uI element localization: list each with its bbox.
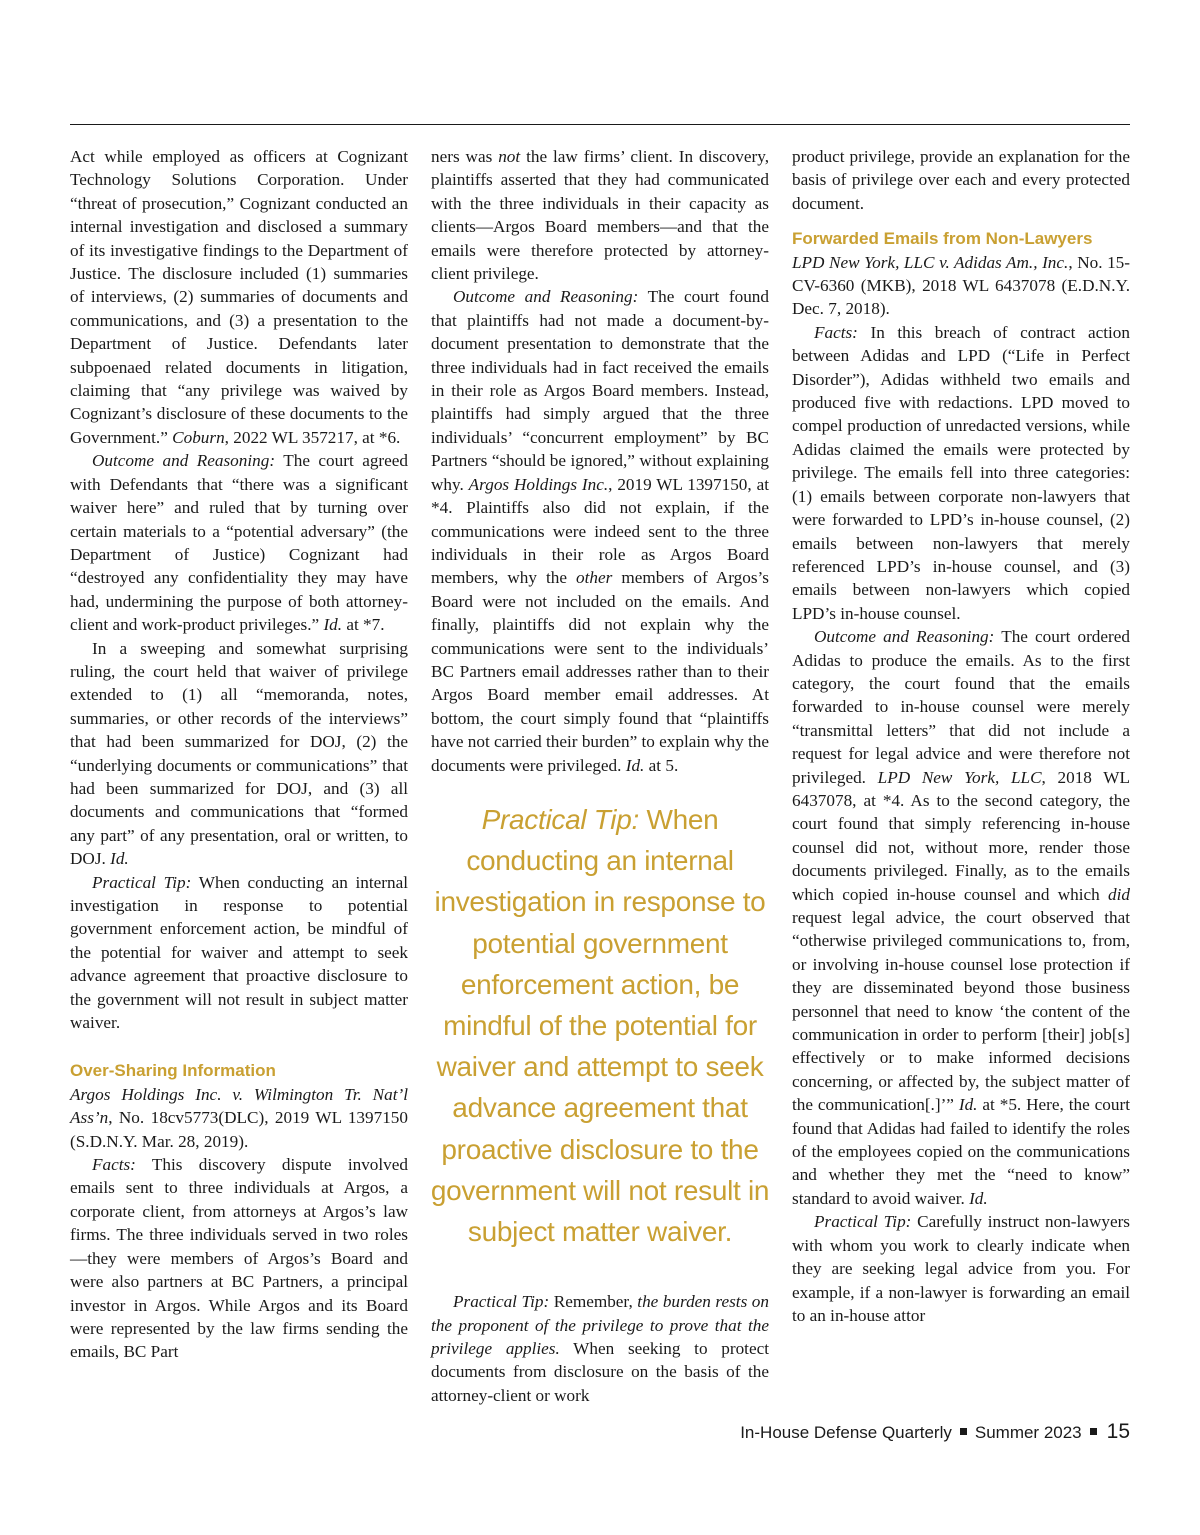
case-citation bbox=[70, 1083, 408, 1153]
paragraph bbox=[431, 285, 769, 777]
italic-text: Outcome and Reasoning: bbox=[814, 627, 995, 647]
italic-text: the burden rests on the proponent of the privilege to prove that the privilege applies. bbox=[431, 1292, 769, 1359]
text-run: Act while employed as officers at Cognizant Technology Solutions Corporation. Under “threat of prosecution,” Cognizant conducted an internal investigation and disclosed a summary of its investigative findings to the Department of Justice. The disclosure included (1) summaries of interviews, (2) summaries of documents and communications, and (3) a presentation to the Department of Justice. Defendants later subpoenaed related documents in litigation, claiming that “any privilege was waived by Cognizant’s disclosure of these documents to the Government.” bbox=[70, 147, 408, 447]
italic-text: Argos Holdings Inc. bbox=[468, 474, 609, 494]
paragraph bbox=[70, 1153, 408, 1364]
text-run: , 2019 WL 1397150, at *4. Plaintiffs also did not explain, if the communications were indeed sent to the three individuals in their role as Argos Board members, why the bbox=[431, 474, 769, 588]
italic-text: Id. bbox=[323, 615, 343, 635]
italic-text: Practical Tip: bbox=[453, 1292, 550, 1312]
column-1 bbox=[70, 145, 408, 1364]
text-run: , 2022 WL 357217, at *6. bbox=[224, 427, 401, 447]
text-run: In this breach of contract action between Adidas and LPD (“Life in Perfect Disorder”), Adidas withheld two emails and produced five with redactions. LPD moved to compel production of unredacted versions, while Adidas claimed the emails were protected by privilege. The emails fell into three categories: (1) emails between corporate non-lawyers that were forwarded to LPD’s in-house counsel, (2) emails between non-lawyers that merely referenced LPD’s in-house counsel, and (3) emails between non-lawyers which copied LPD’s in-house counsel. bbox=[792, 322, 1130, 623]
italic-text: Id. bbox=[110, 849, 129, 869]
italic-text: LPD New York, LLC bbox=[877, 767, 1042, 787]
italic-text: Argos Holdings Inc. v. Wilmington Tr. Nat’l Ass’n bbox=[70, 1084, 408, 1128]
text-run: In a sweeping and somewhat surprising ruling, the court held that waiver of privilege extended to (1) all “memoranda, notes, summaries, or other records of the interviews” that had been summarized for DOJ, (2) the “underlying documents or communications” that had been summarized for DOJ, and (3) all documents and communications that “formed any part” of any presentation, oral or written, to DOJ. bbox=[70, 638, 408, 869]
italic-text: Practical Tip: bbox=[814, 1212, 912, 1232]
text-run: product privilege, provide an explanation for the basis of privilege over each and every protected document. bbox=[792, 147, 1130, 213]
separator-square-icon bbox=[1090, 1428, 1097, 1435]
page-footer bbox=[740, 1420, 1130, 1444]
italic-text: Outcome and Reasoning: bbox=[92, 451, 276, 471]
italic-text: Coburn bbox=[172, 427, 225, 447]
text-run: request legal advice, the court observed that “otherwise privileged communications to, from, or involving in-house counsel lose protection if they are disseminated beyond those business personnel that need to know ‘the content of the communication in order to perform [their] job[s] effectively or to make informed decisions concerning, or affected by, the subject matter of the communication[.]’” bbox=[792, 908, 1130, 1115]
italic-text: did bbox=[1108, 884, 1130, 904]
text-run: the law firms’ client. In discovery, plaintiffs asserted that they had communicated with the three individuals in their capacity as clients—Argos Board members—and that the emails were therefore protected by attorney-client privilege. bbox=[431, 147, 769, 284]
issue-label: Summer 2023 bbox=[974, 1423, 1082, 1442]
italic-text: LPD New York, LLC v. Adidas Am., Inc. bbox=[792, 252, 1069, 272]
separator-square-icon bbox=[960, 1428, 967, 1435]
paragraph bbox=[792, 321, 1130, 625]
text-run: at 5. bbox=[644, 755, 679, 775]
italic-text: Facts: bbox=[92, 1155, 136, 1175]
text-run: members of Argos’s Board were not included on the emails. And finally, plaintiffs did not explain why the communications were sent to the individuals’ BC Partners email addresses rather than to their Argos Board member email addresses. At bottom, the court simply found that “plaintiffs have not carried their burden” to explain why the documents were privileged. bbox=[431, 568, 769, 775]
text-run: ners was bbox=[431, 147, 499, 166]
italic-text: Practical Tip: bbox=[92, 872, 192, 892]
paragraph bbox=[431, 1290, 769, 1407]
paragraph bbox=[792, 1210, 1130, 1327]
italic-text: Facts: bbox=[814, 322, 858, 342]
paragraph bbox=[70, 637, 408, 871]
section-heading-oversharing: Over-Sharing Information bbox=[70, 1061, 276, 1081]
section-heading-forwarded-emails: Forwarded Emails from Non-Lawyers bbox=[792, 229, 1093, 249]
text-run: Remember, bbox=[549, 1292, 638, 1312]
text-run: , No. 18cv5773(DLC), 2019 WL 1397150 (S.D.N.Y. Mar. 28, 2019). bbox=[70, 1108, 408, 1151]
paragraph bbox=[792, 145, 1130, 215]
text-run: , 2018 WL 6437078, at *4. As to the second category, the court found that simply referencing in-house counsel did not, without more, render those documents privileged. Finally, as to the emails which copied in-house counsel and which bbox=[792, 767, 1130, 904]
publication-name: In-House Defense Quarterly bbox=[740, 1423, 952, 1442]
italic-text: Id. bbox=[969, 1188, 988, 1208]
text-run: The court found that plaintiffs had not made a document-by-document presentation to demonstrate that the three individuals had in fact received the emails in their role as Argos Board members. Instead, plaintiffs had simply argued that the three individuals’ “concurrent employment” by BC Partners “should be ignored,” without explaining why. bbox=[431, 287, 769, 494]
text-run: The court agreed with Defendants that “there was a significant waiver here” and ruled that by turning over certain materials to a “potential adversary” (the Department of Justice) Cognizant had “destroyed any confidentiality they may have had, undermining the purpose of both attorney-client and work-product privileges.” bbox=[70, 451, 408, 635]
text-run: The court ordered Adidas to produce the emails. As to the first category, the court found that the emails forwarded to in-house counsel were merely “transmittal letters” that did not include a request for legal advice and were therefore not privileged. bbox=[792, 627, 1130, 787]
italic-text: not bbox=[498, 147, 521, 166]
pull-quote-body: When conducting an internal investigation in response to potential government enforcement action, be mindful of the potential for waiver and attempt to seek advance agreement that proactive disclosure to the government will not result in subject matter waiver. bbox=[430, 803, 770, 1247]
pull-quote bbox=[421, 799, 779, 1252]
text-run: , No. 15-CV-6360 (MKB), 2018 WL 6437078 (E.D.N.Y. Dec. 7, 2018). bbox=[792, 252, 1130, 319]
top-rule bbox=[70, 124, 1130, 125]
paragraph bbox=[70, 449, 408, 636]
case-citation bbox=[792, 251, 1130, 321]
text-run: When conducting an internal investigation in response to potential government enforcement action, be mindful of the potential for waiver and attempt to seek advance agreement that proactive disclosure to the government will not result in subject matter waiver. bbox=[70, 872, 408, 1033]
paragraph bbox=[70, 871, 408, 1035]
column-3 bbox=[792, 145, 1130, 1327]
italic-text: Outcome and Reasoning: bbox=[453, 287, 639, 307]
paragraph bbox=[431, 145, 769, 285]
italic-text: other bbox=[576, 568, 613, 588]
column-2 bbox=[431, 145, 769, 1407]
page-number: 15 bbox=[1106, 1420, 1130, 1443]
paragraph bbox=[70, 145, 408, 449]
pull-quote-lead: Practical Tip: bbox=[481, 803, 639, 835]
paragraph bbox=[792, 625, 1130, 1210]
text-run: at *7. bbox=[342, 615, 385, 635]
text-run: This discovery dispute involved emails sent to three individuals at Argos, a corporate client, from attorneys at Argos’s law firms. The three individuals served in two roles—they were members of Argos’s Board and were also partners at BC Partners, a principal investor in Argos. While Argos and its Board were represented by the law firms sending the emails, BC Part bbox=[70, 1155, 408, 1362]
italic-text: Id. bbox=[958, 1095, 978, 1115]
text-run: When seeking to protect documents from disclosure on the basis of the attorney-client or work bbox=[431, 1339, 769, 1405]
text-run: Carefully instruct non-lawyers with whom you work to clearly indicate when they are seeking legal advice from you. For example, if a non-lawyer is forwarding an email to an in-house attor bbox=[792, 1212, 1130, 1325]
text-run: at *5. Here, the court found that Adidas had failed to identify the roles of the employees copied on the communications and whether they met the “need to know” standard to avoid waiver. bbox=[792, 1095, 1130, 1208]
italic-text: Id. bbox=[625, 755, 645, 775]
